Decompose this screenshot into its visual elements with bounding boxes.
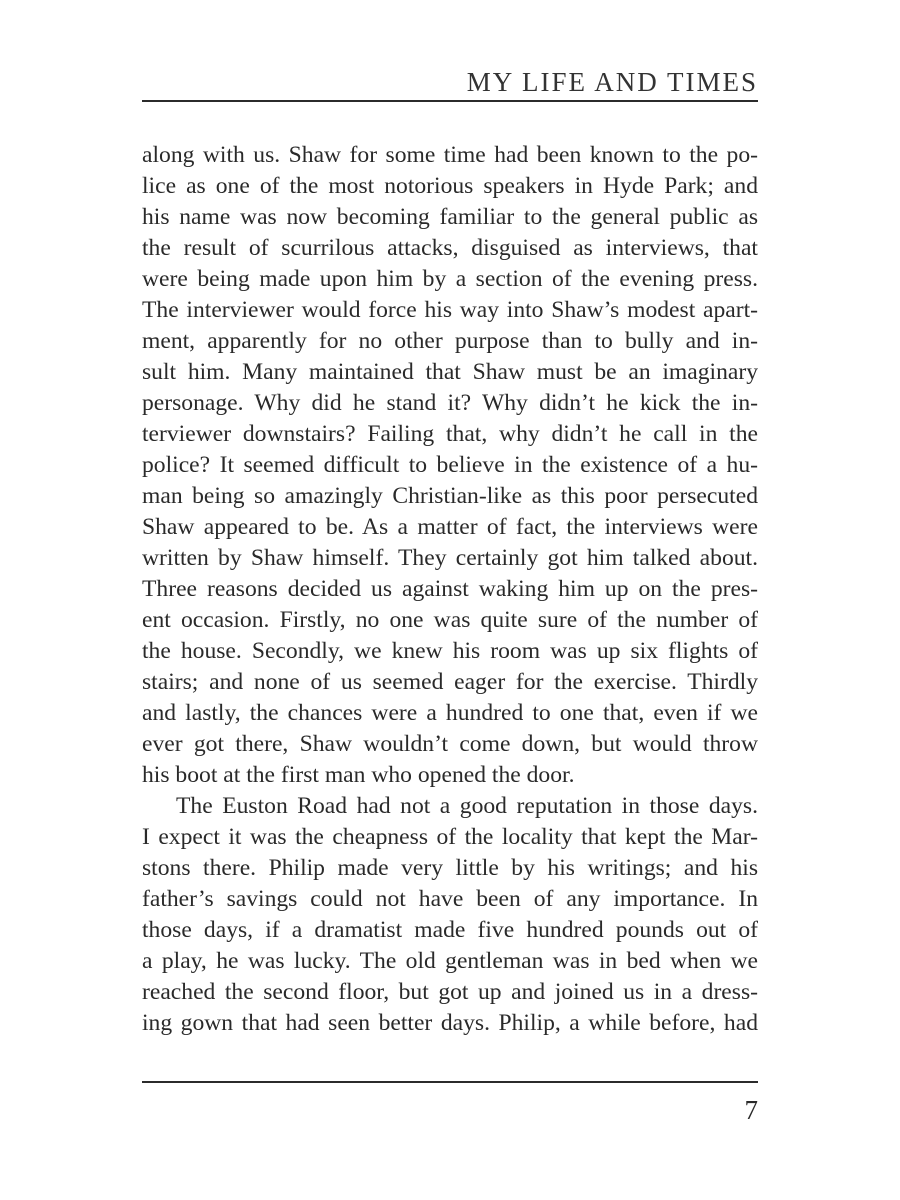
- text-line: sult him. Many maintained that Shaw must be an imaginary: [142, 359, 758, 385]
- text-line: stons there. Philip made very little by his writings; and his: [142, 855, 758, 881]
- text-line: father’s savings could not have been of any importance. In: [142, 886, 758, 912]
- text-line: ing gown that had seen better days. Philip, a while before, had: [142, 1010, 758, 1036]
- text-line: personage. Why did he stand it? Why didn’t he kick the in-: [142, 390, 758, 416]
- text-line: Three reasons decided us against waking him up on the pres-: [142, 576, 758, 602]
- text-line: police? It seemed difficult to believe in the existence of a hu-: [142, 452, 758, 478]
- running-head-title: MY LIFE AND TIMES: [466, 67, 758, 97]
- text-line: The interviewer would force his way into Shaw’s modest apart-: [142, 297, 758, 323]
- text-line: man being so amazingly Christian-like as this poor persecuted: [142, 483, 758, 509]
- text-line: the result of scurrilous attacks, disguised as interviews, that: [142, 235, 758, 261]
- text-line: ment, apparently for no other purpose than to bully and in-: [142, 328, 758, 354]
- text-line: ever got there, Shaw wouldn’t come down, but would throw: [142, 731, 758, 757]
- paragraph-2: [142, 791, 758, 1039]
- text-line: stairs; and none of us seemed eager for the exercise. Thirdly: [142, 669, 758, 695]
- text-line: were being made upon him by a section of the evening press.: [142, 266, 758, 292]
- body-text: [142, 140, 758, 1039]
- text-line: written by Shaw himself. They certainly got him talked about.: [142, 545, 758, 571]
- text-line: those days, if a dramatist made five hundred pounds out of: [142, 917, 758, 943]
- text-line: the house. Secondly, we knew his room was up six flights of: [142, 638, 758, 664]
- text-line: a play, he was lucky. The old gentleman was in bed when we: [142, 948, 758, 974]
- paragraph-1: [142, 140, 758, 791]
- text-line: ent occasion. Firstly, no one was quite sure of the number of: [142, 607, 758, 633]
- text-line: and lastly, the chances were a hundred to one that, even if we: [142, 700, 758, 726]
- text-line: terviewer downstairs? Failing that, why didn’t he call in the: [142, 421, 758, 447]
- text-line: his boot at the first man who opened the door.: [142, 762, 575, 788]
- text-line: reached the second floor, but got up and joined us in a dress-: [142, 979, 758, 1005]
- text-line: along with us. Shaw for some time had been known to the po-: [142, 142, 758, 168]
- footer-rule: [142, 1081, 758, 1083]
- text-line: I expect it was the cheapness of the locality that kept the Mar-: [142, 824, 758, 850]
- text-line: his name was now becoming familiar to the general public as: [142, 204, 758, 230]
- text-line: Shaw appeared to be. As a matter of fact, the interviews were: [142, 514, 758, 540]
- page-number: 7: [744, 1095, 758, 1125]
- text-line: The Euston Road had not a good reputation in those days.: [176, 793, 758, 819]
- header-rule: [142, 100, 758, 102]
- text-line: lice as one of the most notorious speakers in Hyde Park; and: [142, 173, 758, 199]
